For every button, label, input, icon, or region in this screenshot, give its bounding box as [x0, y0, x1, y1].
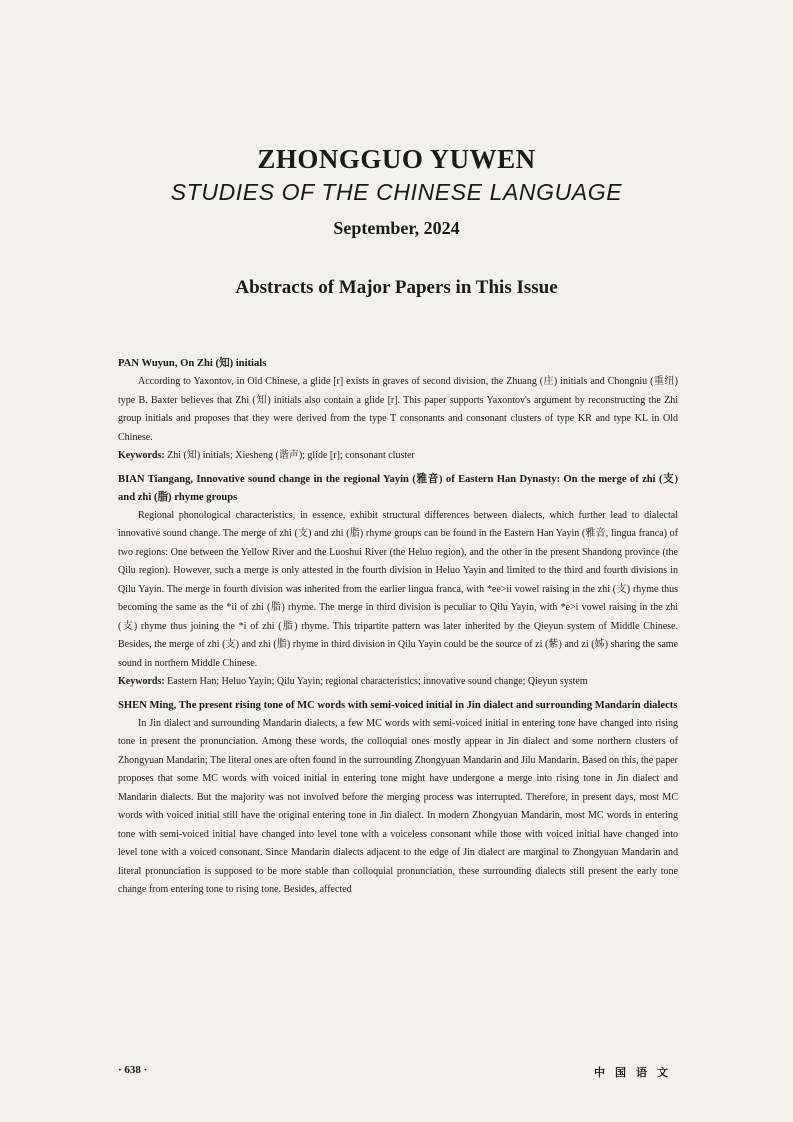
article-abstract: Regional phonological characteristics, in essence, exhibit structural differences between dialects, which further lead to dialectal innovative sound change. The merge of zhi (支) and zhi (脂) rhyme groups can be found in the Eastern Han Yayin (雅音, lingua franca) of two regions: One between the Yellow River and the Luoshui River (the Heluo region), and the other in the present Shandong province (the Qilu region). However, such a merge is only attested in the fourth division in Heluo Yayin and limited to the third and fourth divisions in Qilu Yayin. The merge in fourth division was inherited from the earlier lingua franca, with *ee>ii vowel raising in the zhi (支) rhyme thus becoming the same as the *ii of zhi (脂) rhyme. The merge in third division is peculiar to Qilu Yayin, with *e>i vowel raising in the zhi (支) rhyme thus joining the *i of zhi (脂) rhyme. This tripartite pattern was later inherited by the Qieyun system of Middle Chinese. Besides, the merge of zhi (支) and zhi (脂) rhyme in third division in Qilu Yayin could be the source of zi (紫) and zi (姊) sharing the same sound in northern Middle Chinese.: [118, 509, 678, 669]
issue-date: September, 2024: [333, 218, 460, 238]
article-pan-wuyun: [118, 355, 678, 466]
article-keywords: [118, 673, 678, 692]
keywords-label: Keywords:: [118, 450, 165, 461]
article-abstract: According to Yaxontov, in Old Chinese, a glide [r] exists in graves of second division, the Zhuang (庄) initials and Chongniu (重纽) type B. Baxter believes that Zhi (知) initials also contain a glide [r]. This paper supports Yaxontov's argument by reconstructing the Zhi group initials and proposes that they were derived from the type T consonants and consonant clusters of type KR and type KL in Old Chinese.: [118, 376, 678, 443]
keywords-label: Keywords:: [118, 676, 165, 687]
page-number: · 638 ·: [118, 1064, 148, 1076]
article-shen-ming: [118, 697, 678, 900]
page-footer: [118, 1064, 678, 1080]
article-heading: SHEN Ming, The present rising tone of MC words with semi-voiced initial in Jin dialect and surrounding Mandarin dialects: [118, 699, 678, 711]
masthead: [0, 143, 793, 241]
article-heading: PAN Wuyun, On Zhi (知) initials: [118, 358, 267, 369]
journal-name-chinese: 中国语文: [594, 1067, 678, 1079]
keywords-text: Eastern Han; Heluo Yayin; Qilu Yayin; regional characteristics; innovative sound change; Qieyun system: [167, 676, 588, 687]
abstracts-list: [118, 355, 678, 905]
article-heading: BIAN Tiangang, Innovative sound change in the regional Yayin (雅音) of Eastern Han Dynasty: On the merge of zhi (支) and zhi (脂) rhyme groups: [118, 473, 678, 503]
keywords-text: Zhi (知) initials; Xiesheng (谐声); glide [r]; consonant cluster: [167, 450, 415, 461]
article-keywords: [118, 447, 678, 466]
section-title: Abstracts of Major Papers in This Issue: [235, 277, 558, 298]
article-bian-tiangang: [118, 471, 678, 692]
article-abstract: In Jin dialect and surrounding Mandarin dialects, a few MC words with semi-voiced initial in entering tone have changed into rising tone in present the pronunciation. Among these words, the colloquial ones mostly appear in Jin dialect and some northern clusters of Zhongyuan Mandarin; The literal ones are often found in the surrounding Zhongyuan Mandarin and Jilu Mandarin. Based on this, the paper proposes that some MC words with voiced initial in entering tone might have undergone a merge into rising tone in Jin dialect and Mandarin dialects. But the majority was not involved before the merging process was interrupted. Therefore, in present days, most MC words with voiced initial still have the original entering tone in Jin dialect. In modern Zhongyuan Mandarin, most MC words in entering tone with semi-voiced initial have changed into level tone with a voiceless consonant while those with voiced initial have changed into level tone with a voiced consonant. Since Mandarin dialects adjacent to the edge of Jin dialect are marginal to Zhongyuan Mandarin and literal pronunciation is supposed to be more stable than colloquial pronunciation, these surrounding dialects still present the early tone change from entering tone to rising tone. Besides, affected: [118, 717, 678, 895]
journal-title: ZHONGGUO YUWEN: [257, 144, 536, 174]
journal-subtitle: STUDIES OF THE CHINESE LANGUAGE: [170, 179, 623, 205]
